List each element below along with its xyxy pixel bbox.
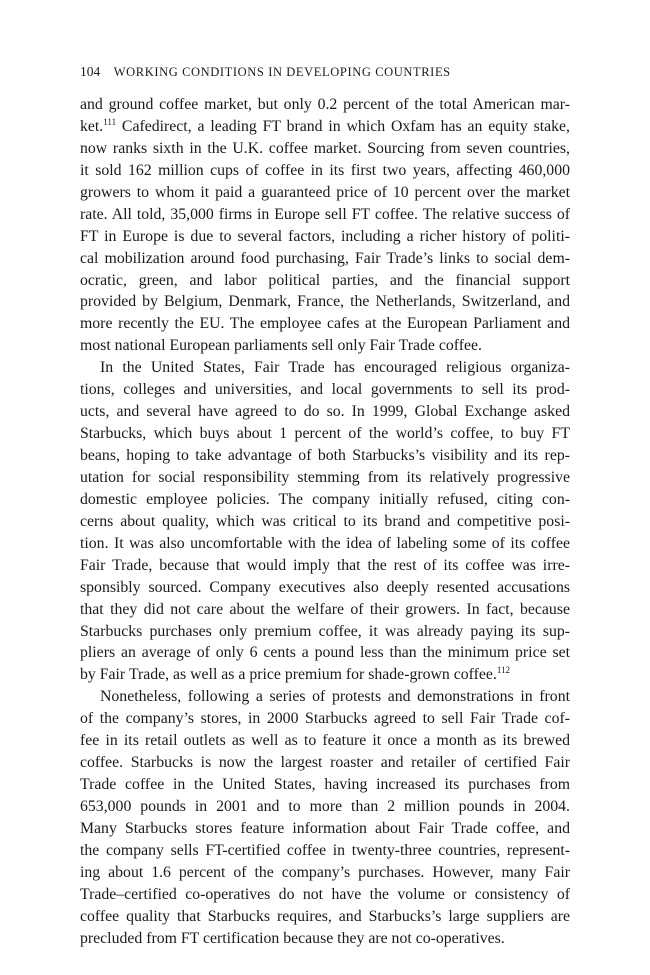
line-text: Starbucks purchases only premium coffee, it was already paying its sup- <box>80 622 570 640</box>
text-line <box>80 313 570 335</box>
line-text: fee in its retail outlets as well as to feature it once a month as its brewed <box>80 732 570 750</box>
footnote-reference: 112 <box>496 665 511 676</box>
text-body <box>80 94 570 950</box>
text-line <box>80 621 570 643</box>
line-text: the company sells FT-certified coffee in twenty-three countries, represent- <box>80 841 570 859</box>
line-text: growers to whom it paid a guaranteed price of 10 percent over the market <box>80 183 570 201</box>
text-line <box>80 204 570 226</box>
line-text: cerns about quality, which was critical to its brand and competitive posi- <box>80 512 570 530</box>
text-line <box>80 555 570 577</box>
text-line <box>80 862 570 884</box>
text-line <box>80 160 570 182</box>
text-line <box>80 116 570 138</box>
line-text: tions, colleges and universities, and local governments to sell its prod- <box>80 381 570 399</box>
text-line <box>80 379 570 401</box>
text-line <box>80 511 570 533</box>
text-line <box>80 774 570 796</box>
text-line <box>80 248 570 270</box>
line-text: ocratic, green, and labor political parties, and the financial support <box>80 271 570 289</box>
line-text: precluded from FT certification because they are not co-operatives. <box>80 929 505 947</box>
text-line <box>80 94 570 116</box>
line-text: tion. It was also uncomfortable with the idea of labeling some of its coffee <box>80 534 570 552</box>
line-text: domestic employee policies. The company initially refused, citing con- <box>80 490 570 508</box>
text-line <box>80 664 570 686</box>
line-text: utation for social responsibility stemming from its relatively progressive <box>80 468 570 486</box>
line-text: now ranks sixth in the U.K. coffee market. Sourcing from seven countries, <box>80 139 570 157</box>
line-text: pliers an average of only 6 cents a pound less than the minimum price set <box>80 644 570 662</box>
line-text: FT in Europe is due to several factors, including a richer history of politi- <box>80 227 570 245</box>
text-line <box>80 226 570 248</box>
text-line <box>80 270 570 292</box>
text-line <box>80 357 570 379</box>
running-title: WORKING CONDITIONS IN DEVELOPING COUNTRIES <box>113 65 451 79</box>
line-text-continuation: Cafedirect, a leading FT brand in which Oxfam has an equity stake, <box>116 117 570 135</box>
text-line <box>80 884 570 906</box>
line-text: more recently the EU. The employee cafes at the European Parliament and <box>80 315 570 333</box>
text-line <box>80 708 570 730</box>
line-text: sponsibly sourced. Company executives also deeply resented accusations <box>80 578 570 596</box>
line-text: Trade coffee in the United States, having increased its purchases from <box>80 776 570 794</box>
running-head <box>80 64 580 80</box>
line-text: ing about 1.6 percent of the company’s purchases. However, many Fair <box>80 863 570 881</box>
line-text: cal mobilization around food purchasing, Fair Trade’s links to social dem- <box>80 249 570 267</box>
text-line <box>80 906 570 928</box>
line-text: Fair Trade, because that would imply that the rest of its coffee was irre- <box>80 556 570 574</box>
line-text: In the United States, Fair Trade has encouraged religious organiza- <box>100 359 570 377</box>
line-text: that they did not care about the welfare of their growers. In fact, because <box>80 600 570 618</box>
line-text: Trade–certified co-operatives do not have the volume or consistency of <box>80 885 570 903</box>
line-text: of the company’s stores, in 2000 Starbucks agreed to sell Fair Trade cof- <box>80 710 570 728</box>
text-line <box>80 730 570 752</box>
footnote-reference: 111 <box>103 116 117 127</box>
text-line <box>80 423 570 445</box>
text-line <box>80 928 570 950</box>
text-line <box>80 489 570 511</box>
line-text: most national European parliaments sell only Fair Trade coffee. <box>80 337 482 355</box>
text-line <box>80 752 570 774</box>
line-text: beans, hoping to take advantage of both Starbucks’s visibility and its rep- <box>80 447 570 464</box>
line-text: rate. All told, 35,000 firms in Europe sell FT coffee. The relative success of <box>80 205 570 223</box>
page-number: 104 <box>80 64 101 79</box>
text-line <box>80 818 570 840</box>
line-text: and ground coffee market, but only 0.2 percent of the total American mar- <box>80 96 570 113</box>
text-line <box>80 796 570 818</box>
line-text: ket. <box>80 117 104 135</box>
text-line <box>80 840 570 862</box>
line-text: 653,000 pounds in 2001 and to more than 2 million pounds in 2004. <box>80 798 570 815</box>
text-line <box>80 599 570 621</box>
line-text: provided by Belgium, Denmark, France, the Netherlands, Switzerland, and <box>80 293 570 311</box>
text-line <box>80 138 570 160</box>
text-line <box>80 686 570 708</box>
text-line <box>80 467 570 489</box>
text-line <box>80 335 570 357</box>
text-line <box>80 577 570 599</box>
line-text: coffee quality that Starbucks requires, and Starbucks’s large suppliers are <box>80 907 570 925</box>
text-line <box>80 291 570 313</box>
line-text: by Fair Trade, as well as a price premium for shade-grown coffee. <box>80 666 497 684</box>
line-text: it sold 162 million cups of coffee in its first two years, affecting 460,000 <box>80 161 570 179</box>
text-line <box>80 533 570 555</box>
line-text: Many Starbucks stores feature information about Fair Trade coffee, and <box>80 819 570 837</box>
line-text: Starbucks, which buys about 1 percent of the world’s coffee, to buy FT <box>80 425 570 443</box>
text-line <box>80 642 570 664</box>
text-line <box>80 401 570 423</box>
text-line <box>80 182 570 204</box>
line-text: coffee. Starbucks is now the largest roaster and retailer of certified Fair <box>80 754 570 772</box>
line-text: ucts, and several have agreed to do so. In 1999, Global Exchange asked <box>80 403 570 421</box>
line-text: Nonetheless, following a series of protests and demonstrations in front <box>100 688 570 706</box>
text-line <box>80 445 570 467</box>
